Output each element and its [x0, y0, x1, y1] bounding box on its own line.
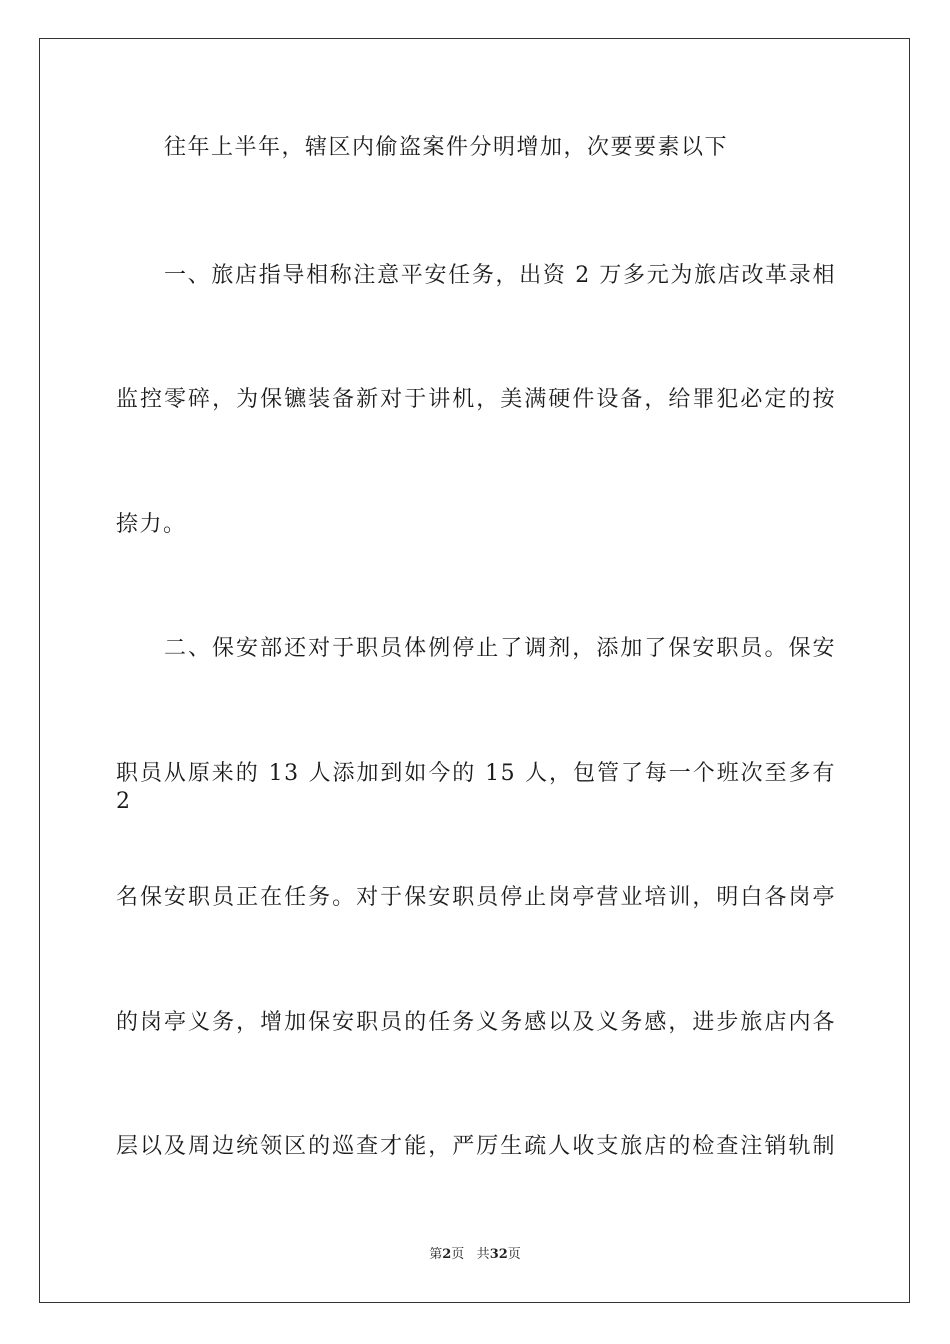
total-suffix: 页 — [507, 1247, 521, 1262]
paragraph-line-3: 监控零碎，为保镳装备新对于讲机，美满硬件设备，给罪犯必定的按 — [116, 387, 836, 412]
paragraph-line-9: 层以及周边统领区的巡查才能，严厉生疏人收支旅店的检查注销轨制 — [116, 1134, 836, 1159]
paragraph-line-8: 的岗亭义务，增加保安职员的任务义务感以及义务感，进步旅店内各 — [116, 1010, 836, 1035]
total-prefix: 共 — [476, 1247, 490, 1262]
page-suffix: 页 — [451, 1247, 465, 1262]
page-footer — [0, 1247, 950, 1263]
page-prefix: 第 — [429, 1247, 443, 1262]
paragraph-line-7: 名保安职员正在任务。对于保安职员停止岗亭营业培训，明白各岗亭 — [116, 885, 836, 910]
total-pages: 32 — [489, 1247, 508, 1262]
paragraph-line-5: 二、保安部还对于职员体例停止了调剂，添加了保安职员。保安 — [164, 636, 836, 661]
page-border — [39, 38, 910, 1303]
paragraph-line-1: 往年上半年，辖区内偷盗案件分明增加，次要要素以下 — [164, 135, 729, 160]
paragraph-line-2: 一、旅店指导相称注意平安任务，出资 2 万多元为旅店改革录相 — [164, 263, 836, 288]
page-number: 2 — [442, 1247, 452, 1262]
paragraph-line-6: 职员从原来的 13 人添加到如今的 15 人，包管了每一个班次至多有 2 — [116, 761, 836, 814]
paragraph-line-4: 捺力。 — [116, 512, 187, 537]
